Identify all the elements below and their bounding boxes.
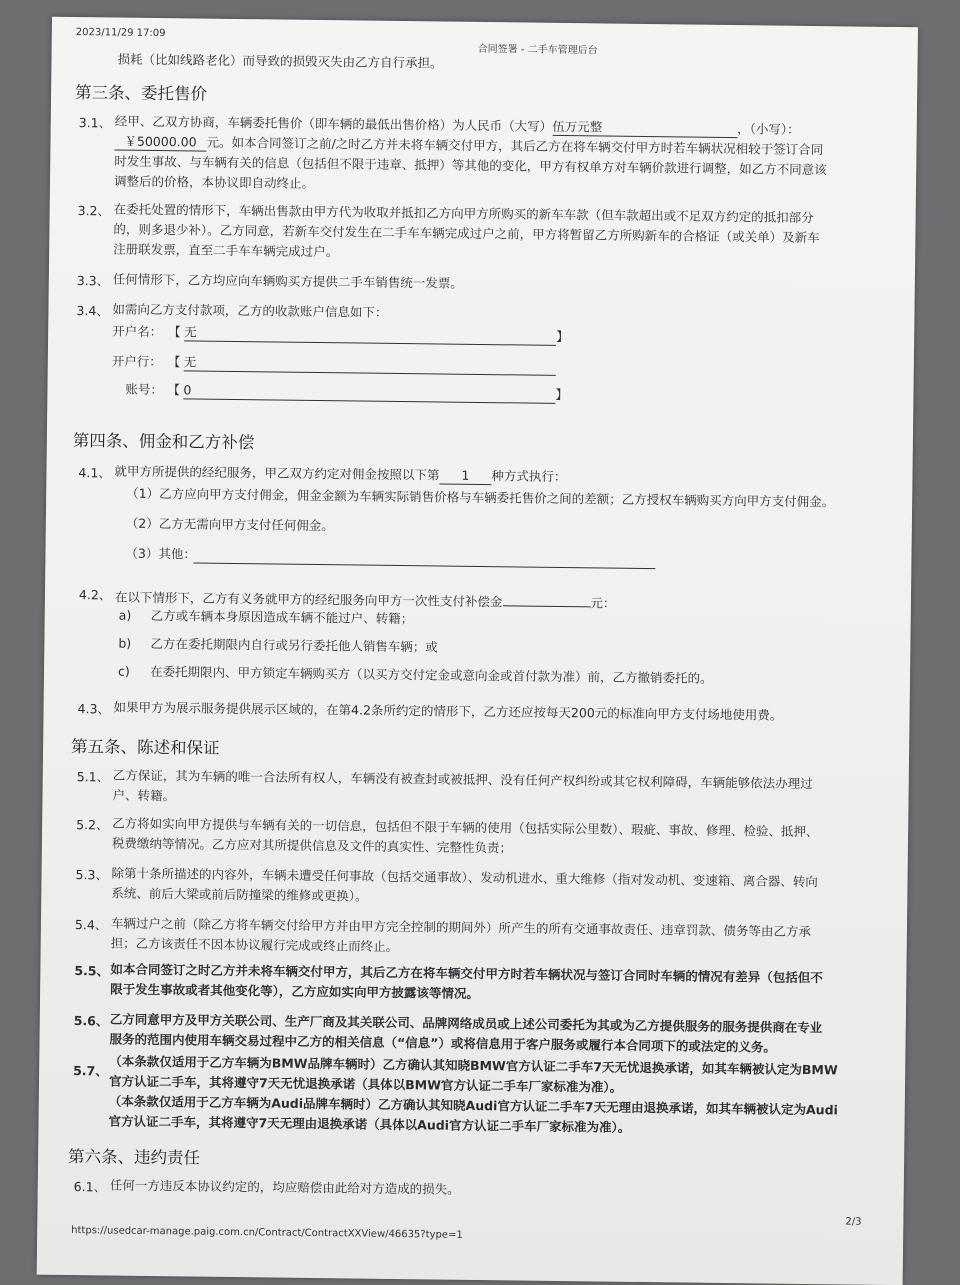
clause-3-1-line-4: 调整后的价格，本协议即自动终止。	[113, 173, 315, 191]
commission-option-1: （1）乙方应向甲方支付佣金，佣金金额为车辆实际销售价格与车辆委托售价之间的差额；乙方授权车辆购买方向甲方支付佣金。	[126, 485, 835, 510]
clause-5-7-line-1: （本条款仅适用于乙方车辆为BMW品牌车辆时）乙方确认其知晓BMW官方认证二手车7天无忧退换承诺，如其车辆被认定为BMW	[109, 1053, 838, 1078]
compensation-amount	[502, 588, 590, 607]
account-number-label: 账号：	[125, 381, 164, 398]
clause-5-7-line-2: 官方认证二手车，其将遵守7天无忧退换承诺（具体以BMW官方认证二手车厂家标准为准）。	[108, 1073, 623, 1095]
contract-page	[37, 17, 918, 1285]
clause-3-1-line-2: ￥50000.00 元。如本合同签订之前/之时乙方并未将车辆交付甲方，其后乙方在将车辆交付甲方时若车辆状况相较于签订合同	[114, 131, 823, 160]
commission-option-3-line	[193, 546, 655, 569]
clause-5-6-line-2: 服务的范围内使用车辆交易过程中乙方的相关信息（“信息”）或将信息用于客户服务或履行本合同项下的或法定的义务。	[109, 1031, 777, 1055]
top-line: 损耗（比如线路老化）而导致的损毁灭失由乙方自行承担。	[117, 51, 443, 71]
bracket-close: 】	[556, 328, 569, 345]
clause-5-1-line-1: 乙方保证，其为车辆的唯一合法所有权人，车辆没有被查封或被抵押、没有任何产权纠纷或其它权利障碍，车辆能够依法办理过	[112, 767, 813, 792]
bracket-close: 】	[555, 386, 569, 403]
account-name-label: 开户名：	[112, 323, 163, 340]
bracket-open: 【	[167, 354, 181, 370]
bank-value: 无	[184, 354, 556, 376]
clause-5-7-number: 5.7、	[73, 1063, 108, 1079]
clause-4-2-text: 在以下情形下，乙方有义务就甲方的经纪服务向甲方一次性支付补偿金 元：	[114, 589, 616, 611]
account-name-value: 无	[184, 324, 556, 346]
commission-option-2: （2）乙方无需向甲方支付任何佣金。	[125, 515, 334, 534]
clause-3-4-number: 3.4、	[76, 303, 109, 319]
section-6-heading: 第六条、违约责任	[67, 1146, 201, 1168]
item-b-text: 乙方在委托期限内自行或另行委托他人销售车辆；或	[150, 635, 438, 655]
clause-4-3-number: 4.3、	[77, 701, 111, 717]
account-number-value: 0	[183, 382, 555, 404]
amount-in-figures: ￥50000.00	[114, 132, 206, 151]
clause-5-1-number: 5.1、	[76, 769, 110, 785]
clause-5-2-line-1: 乙方将如实向甲方提供与车辆有关的一切信息，包括但不限于车辆的使用（包括实际公里数）、瑕疵、事故、修理、检验、抵押、	[112, 815, 819, 840]
clause-3-2-line-3: 注册联发票，直至二手车车辆完成过户。	[113, 241, 339, 260]
clause-5-7-line-3: （本条款仅适用于乙方车辆为Audi品牌车辆时）乙方确认其知晓Audi官方认证二手车7天无理由退换承诺，如其车辆被认定为Audi	[108, 1093, 838, 1118]
clause-3-2-line-1: 在委托处置的情形下，车辆出售款由甲方代为收取并抵扣乙方向甲方所购买的新车车款（但车款超出或不足双方约定的抵扣部分	[113, 201, 814, 226]
section-4-heading: 第四条、佣金和乙方补偿	[72, 430, 255, 453]
clause-3-1-number: 3.1、	[78, 115, 112, 131]
clause-5-4-number: 5.4、	[74, 917, 108, 933]
print-url: https://usedcar-manage.paig.com.cn/Contract/ContractXXView/46635?type=1	[71, 1225, 463, 1241]
clause-5-2-number: 5.2、	[76, 817, 109, 833]
item-b-mark: b)	[118, 635, 132, 651]
clause-6-1-number: 6.1、	[73, 1179, 107, 1195]
clause-5-7-line-4: 官方认证二手车，其将遵守7天无理由退换承诺（具体以Audi官方认证二手车厂家标准为准）。	[108, 1113, 631, 1135]
clause-5-3-line-2: 系统、前后大梁或前后防撞梁的维修或更换）。	[111, 885, 368, 904]
clause-5-4-line-1: 车辆过户之前（除乙方将车辆交付给甲方并由甲方完全控制的期间外）所产生的所有交通事故责任、违章罚款、债务等由乙方承	[110, 915, 812, 940]
clause-5-6-line-1: 乙方同意甲方及甲方关联公司、生产厂商及其关联公司、品牌网络成员或上述公司委托为其或为乙方提供服务的服务提供商在专业	[109, 1011, 823, 1036]
clause-3-2-line-2: 的，则多退少补）。乙方同意，若新车交付发生在二手车车辆完成过户之前，甲方将暂留乙方所购新车的合格证（或关单）及新车	[113, 221, 820, 246]
clause-3-2-number: 3.2、	[77, 203, 111, 219]
clause-5-4-line-2: 担；乙方该责任不因本协议履行完成或终止而终止。	[110, 935, 399, 955]
clause-3-3-number: 3.3、	[76, 273, 110, 289]
commission-option-choice: 1	[439, 466, 491, 485]
clause-3-3-text: 任何情形下，乙方均应向车辆购买方提供二手车销售统一发票。	[112, 271, 463, 291]
item-c-mark: c)	[117, 663, 130, 679]
clause-5-2-line-2: 税费缴纳等情况。乙方应对其所提供信息及文件的真实性、完整性负责；	[111, 835, 513, 856]
clause-4-3-text: 如果甲方为展示服务提供展示区域的，在第4.2条所约定的情形下，乙方还应按每天200元的标准向甲方支付场地使用费。	[113, 699, 783, 723]
clause-6-1-text: 任何一方违反本协议约定的，均应赔偿由此给对方造成的损失。	[109, 1177, 460, 1197]
section-5-heading: 第五条、陈述和保证	[71, 736, 220, 758]
item-c-text: 在委托期限内、甲方锁定车辆购买方（以买方交付定金或意向金或首付款为准）前，乙方撤销委托的。	[149, 663, 713, 686]
item-a-mark: a)	[118, 607, 132, 623]
clause-3-1-line-3: 时发生事故、与车辆有关的信息（包括但不限于违章、抵押）等其他的变化，甲方有权单方对车辆价款进行调整，如乙方不同意该	[114, 153, 827, 178]
item-a-text: 乙方或车辆本身原因造成车辆不能过户、转籍；	[150, 607, 414, 627]
clause-3-1-line-1: 经甲、乙双方协商，车辆委托售价（即车辆的最低出售价格）为人民币（大写）伍万元整 ，（小写）：	[114, 113, 800, 137]
clause-5-6-number: 5.6、	[73, 1013, 109, 1029]
page-number: 2/3	[845, 1216, 862, 1228]
bracket-open: 【	[167, 382, 181, 398]
clause-4-2-number: 4.2、	[78, 587, 112, 603]
clause-5-5-number: 5.5、	[74, 963, 110, 979]
clause-5-3-number: 5.3、	[75, 867, 109, 883]
clause-4-1-text: 就甲方所提供的经纪服务，甲乙双方约定对佣金按照以下第 1 种方式执行：	[114, 463, 567, 485]
clause-5-5-line-2: 限于发生事故或者其他变化等），乙方应如实向甲方披露该等情况。	[110, 981, 479, 1001]
amount-in-words: 伍万元整	[552, 118, 737, 138]
print-datetime: 2023/11/29 17:09	[75, 27, 166, 40]
clause-4-1-number: 4.1、	[78, 465, 111, 481]
clause-5-3-line-1: 除第十条所描述的内容外，车辆未遭受任何事故（包括交通事故）、发动机进水、重大维修（指对发动机、变速箱、离合器、转向	[111, 865, 818, 890]
bracket-open: 【	[168, 324, 181, 340]
commission-option-3: （3）其他：	[125, 545, 197, 562]
section-3-heading: 第三条、委托售价	[74, 82, 208, 104]
clause-5-5-line-1: 如本合同签订之时乙方并未将车辆交付甲方，其后乙方在将车辆交付甲方时若车辆状况与签订合同时车辆的情况有差异（包括但不	[110, 961, 823, 986]
print-title: 合同签署 - 二手车管理后台	[477, 43, 598, 57]
bank-label: 开户行：	[111, 353, 162, 370]
clause-3-4-text: 如需向乙方支付款项，乙方的收款账户信息如下：	[112, 301, 388, 320]
clause-5-1-line-2: 户、转籍。	[112, 787, 176, 804]
